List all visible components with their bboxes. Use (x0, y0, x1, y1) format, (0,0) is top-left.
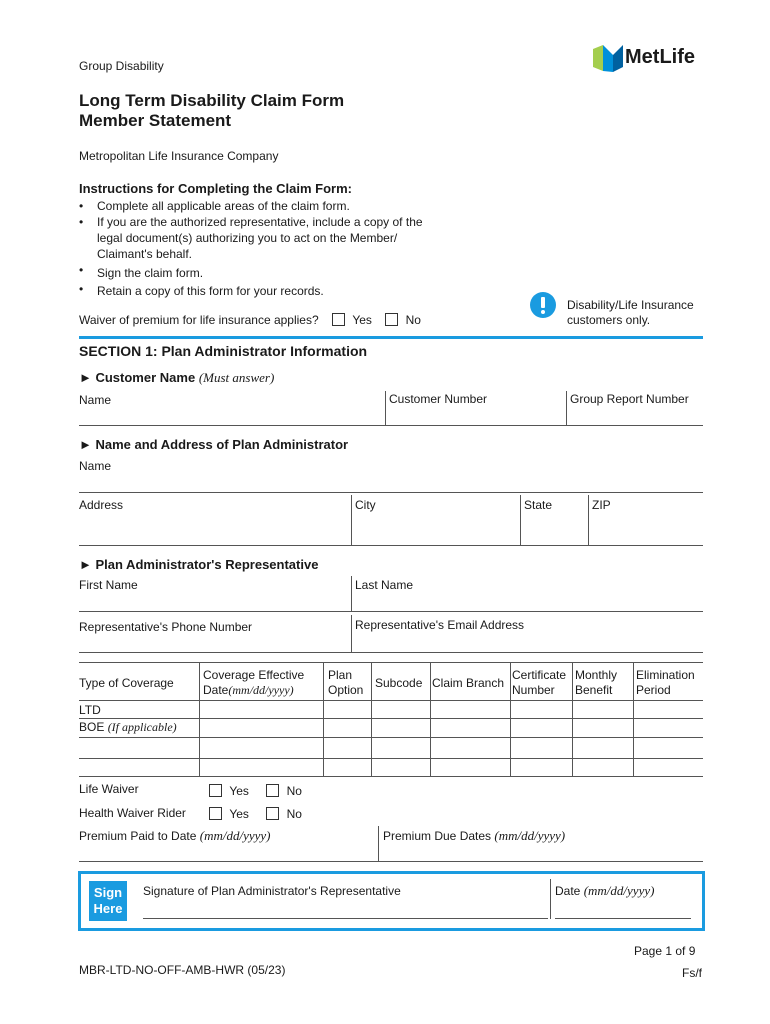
health-waiver-label: Health Waiver Rider (79, 806, 186, 820)
col-coverage-effective (203, 668, 304, 698)
life-waiver-yes-checkbox[interactable] (209, 784, 222, 797)
customer-name-label: Name (79, 393, 112, 407)
table-cell-input[interactable] (431, 719, 510, 737)
form-code: MBR-LTD-NO-OFF-AMB-HWR (05/23) (79, 963, 286, 977)
field-underline (555, 918, 691, 919)
table-cell-input[interactable] (372, 701, 430, 718)
page-number: Page 1 of 9 (634, 944, 696, 958)
table-cell-input[interactable] (200, 701, 323, 718)
col-type-of-coverage: Type of Coverage (79, 676, 174, 690)
field-underline (79, 652, 703, 653)
instruction-item: • Sign the claim form. (79, 262, 459, 281)
col-plan-option (328, 668, 363, 698)
premium-due-field[interactable] (383, 845, 702, 860)
first-name-label: First Name (79, 578, 138, 592)
table-cell-input[interactable] (634, 719, 703, 737)
col-elimination-period (636, 668, 695, 698)
rep-phone-label: Representative's Phone Number (79, 620, 253, 634)
metlife-logo-icon (593, 45, 623, 72)
waiver-label: Waiver of premium for life insurance applies? (79, 313, 319, 327)
form-title-line1: Long Term Disability Claim Form (79, 91, 345, 110)
col-subcode: Subcode (375, 676, 423, 690)
zip-label: ZIP (592, 498, 611, 512)
instruction-item-line: Claimant's behalf. (97, 247, 193, 261)
field-underline (143, 918, 548, 919)
table-cell-input[interactable] (324, 719, 371, 737)
signature-date-field[interactable] (555, 900, 691, 918)
form-category: Group Disability (79, 59, 164, 73)
zip-field[interactable] (592, 514, 702, 544)
row-boe-note: (If applicable) (107, 720, 177, 734)
table-line (79, 737, 703, 738)
plan-admin-heading: ► Name and Address of Plan Administrator (79, 437, 349, 452)
metlife-logo-text: MetLife (625, 46, 695, 68)
col-certificate-line1: Certificate (512, 668, 567, 682)
divider (520, 495, 521, 545)
col-monthly-line2: Benefit (575, 683, 613, 697)
city-field[interactable] (355, 514, 518, 544)
col-plan-option-line2: Option (328, 683, 364, 697)
premium-paid-format: (mm/dd/yyyy) (199, 828, 271, 843)
health-waiver-options (209, 807, 302, 821)
sign-here-badge (89, 881, 127, 921)
table-cell-input[interactable] (372, 719, 430, 737)
col-certificate-line2: Number (512, 683, 555, 697)
signature-label: Signature of Plan Administrator's Representative (143, 884, 401, 898)
company-name: Metropolitan Life Insurance Company (79, 149, 279, 163)
city-label: City (355, 498, 376, 512)
divider (351, 576, 352, 611)
waiver-yes-label: Yes (352, 313, 372, 327)
signature-date-format: (mm/dd/yyyy) (583, 883, 655, 898)
address-field[interactable] (79, 514, 349, 544)
row-boe (79, 720, 177, 735)
group-report-number-field[interactable] (570, 410, 702, 424)
life-waiver-options (209, 784, 302, 798)
customer-name-title: ► Customer Name (79, 370, 196, 385)
col-elimination-line2: Period (636, 683, 671, 697)
life-waiver-no-label: No (286, 784, 302, 798)
waiver-yes-checkbox[interactable] (332, 313, 345, 326)
table-cell-input[interactable] (511, 701, 572, 718)
exclamation-icon (530, 292, 556, 318)
col-monthly-benefit (575, 668, 617, 698)
col-coverage-effective-line1: Coverage Effective (203, 668, 305, 682)
life-waiver-yes-label: Yes (229, 784, 249, 798)
field-underline (79, 492, 703, 493)
premium-paid-label (79, 828, 270, 844)
col-certificate-number (512, 668, 566, 698)
premium-paid-field[interactable] (79, 845, 375, 860)
divider (351, 615, 352, 652)
section-divider (79, 336, 703, 339)
health-waiver-no-label: No (286, 807, 302, 821)
instruction-item: • Complete all applicable areas of the claim form. (79, 198, 459, 214)
rep-phone-field[interactable] (79, 636, 349, 650)
table-cell-input[interactable] (573, 701, 633, 718)
representative-heading: ► Plan Administrator's Representative (79, 557, 319, 572)
divider (550, 879, 551, 919)
premium-due-format: (mm/dd/yyyy) (494, 828, 566, 843)
instruction-item-line: legal document(s) authorizing you to act on the Member/ (97, 231, 398, 245)
state-field[interactable] (524, 514, 586, 544)
table-cell-input[interactable] (324, 701, 371, 718)
table-line (79, 662, 703, 663)
customer-name-field[interactable] (79, 410, 384, 424)
table-line (79, 758, 703, 759)
notice-line2: customers only. (567, 313, 651, 327)
table-cell-input[interactable] (573, 719, 633, 737)
instructions-list (79, 198, 459, 299)
divider (385, 391, 386, 426)
instruction-item-line: • If you are the authorized representative, include a copy of the (97, 215, 423, 229)
waiver-no-label: No (405, 313, 421, 327)
last-name-field[interactable] (355, 594, 702, 609)
col-coverage-effective-line2: Date (203, 683, 229, 697)
notice-line1: Disability/Life Insurance (567, 298, 694, 312)
field-underline (79, 425, 703, 426)
divider (351, 495, 352, 545)
instruction-item (79, 214, 459, 262)
section1-heading: SECTION 1: Plan Administrator Information (79, 343, 368, 359)
divider (566, 391, 567, 426)
table-cell-input[interactable] (511, 719, 572, 737)
table-cell-input[interactable] (200, 719, 323, 737)
customer-name-heading (79, 370, 274, 386)
group-report-number-label: Group Report Number (570, 392, 689, 406)
date-format-hint: (mm/dd/yyyy) (228, 683, 294, 697)
col-plan-option-line1: Plan (328, 668, 353, 682)
life-waiver-label: Life Waiver (79, 782, 139, 796)
divider (588, 495, 589, 545)
row-ltd: LTD (79, 703, 101, 717)
customer-name-note: (Must answer) (198, 370, 275, 385)
col-elimination-line1: Elimination (636, 668, 695, 682)
instruction-item: • Retain a copy of this form for your records. (79, 281, 459, 299)
premium-due-text: Premium Due Dates (383, 829, 492, 843)
premium-due-label (383, 828, 565, 844)
premium-paid-text: Premium Paid to Date (79, 829, 197, 843)
field-underline (79, 861, 703, 862)
col-monthly-line1: Monthly (575, 668, 618, 682)
life-waiver-no-checkbox[interactable] (266, 784, 279, 797)
customer-number-label: Customer Number (389, 392, 488, 406)
form-code-2: Fs/f (682, 966, 702, 980)
table-cell-input[interactable] (431, 701, 510, 718)
signature-date-text: Date (555, 884, 581, 898)
plan-admin-name-label: Name (79, 459, 112, 473)
state-label: State (524, 498, 553, 512)
notice-text (567, 298, 694, 328)
table-line (79, 776, 703, 777)
form-title-line2: Member Statement (79, 111, 232, 130)
table-cell-input[interactable] (634, 701, 703, 718)
waiver-question (79, 313, 421, 327)
metlife-logo (593, 45, 703, 73)
signature-date-label (555, 883, 654, 899)
signature-box (78, 871, 705, 931)
first-name-field[interactable] (79, 594, 349, 609)
waiver-no-checkbox[interactable] (385, 313, 398, 326)
row-boe-label: BOE (79, 720, 105, 734)
plan-admin-name-field[interactable] (79, 475, 703, 490)
sign-here-line1: Sign (93, 885, 123, 900)
rep-email-field[interactable] (355, 636, 702, 650)
health-waiver-no-checkbox[interactable] (266, 807, 279, 820)
field-underline (79, 611, 703, 612)
rep-email-label: Representative's Email Address (355, 618, 525, 632)
health-waiver-yes-checkbox[interactable] (209, 807, 222, 820)
last-name-label: Last Name (355, 578, 414, 592)
signature-field[interactable] (143, 900, 548, 918)
address-label: Address (79, 498, 124, 512)
health-waiver-yes-label: Yes (229, 807, 249, 821)
sign-here-line2: Here (93, 901, 123, 916)
divider (378, 826, 379, 862)
field-underline (79, 545, 703, 546)
col-claim-branch: Claim Branch (432, 676, 505, 690)
instructions-heading: Instructions for Completing the Claim Form: (79, 181, 353, 196)
customer-number-field[interactable] (389, 410, 564, 424)
